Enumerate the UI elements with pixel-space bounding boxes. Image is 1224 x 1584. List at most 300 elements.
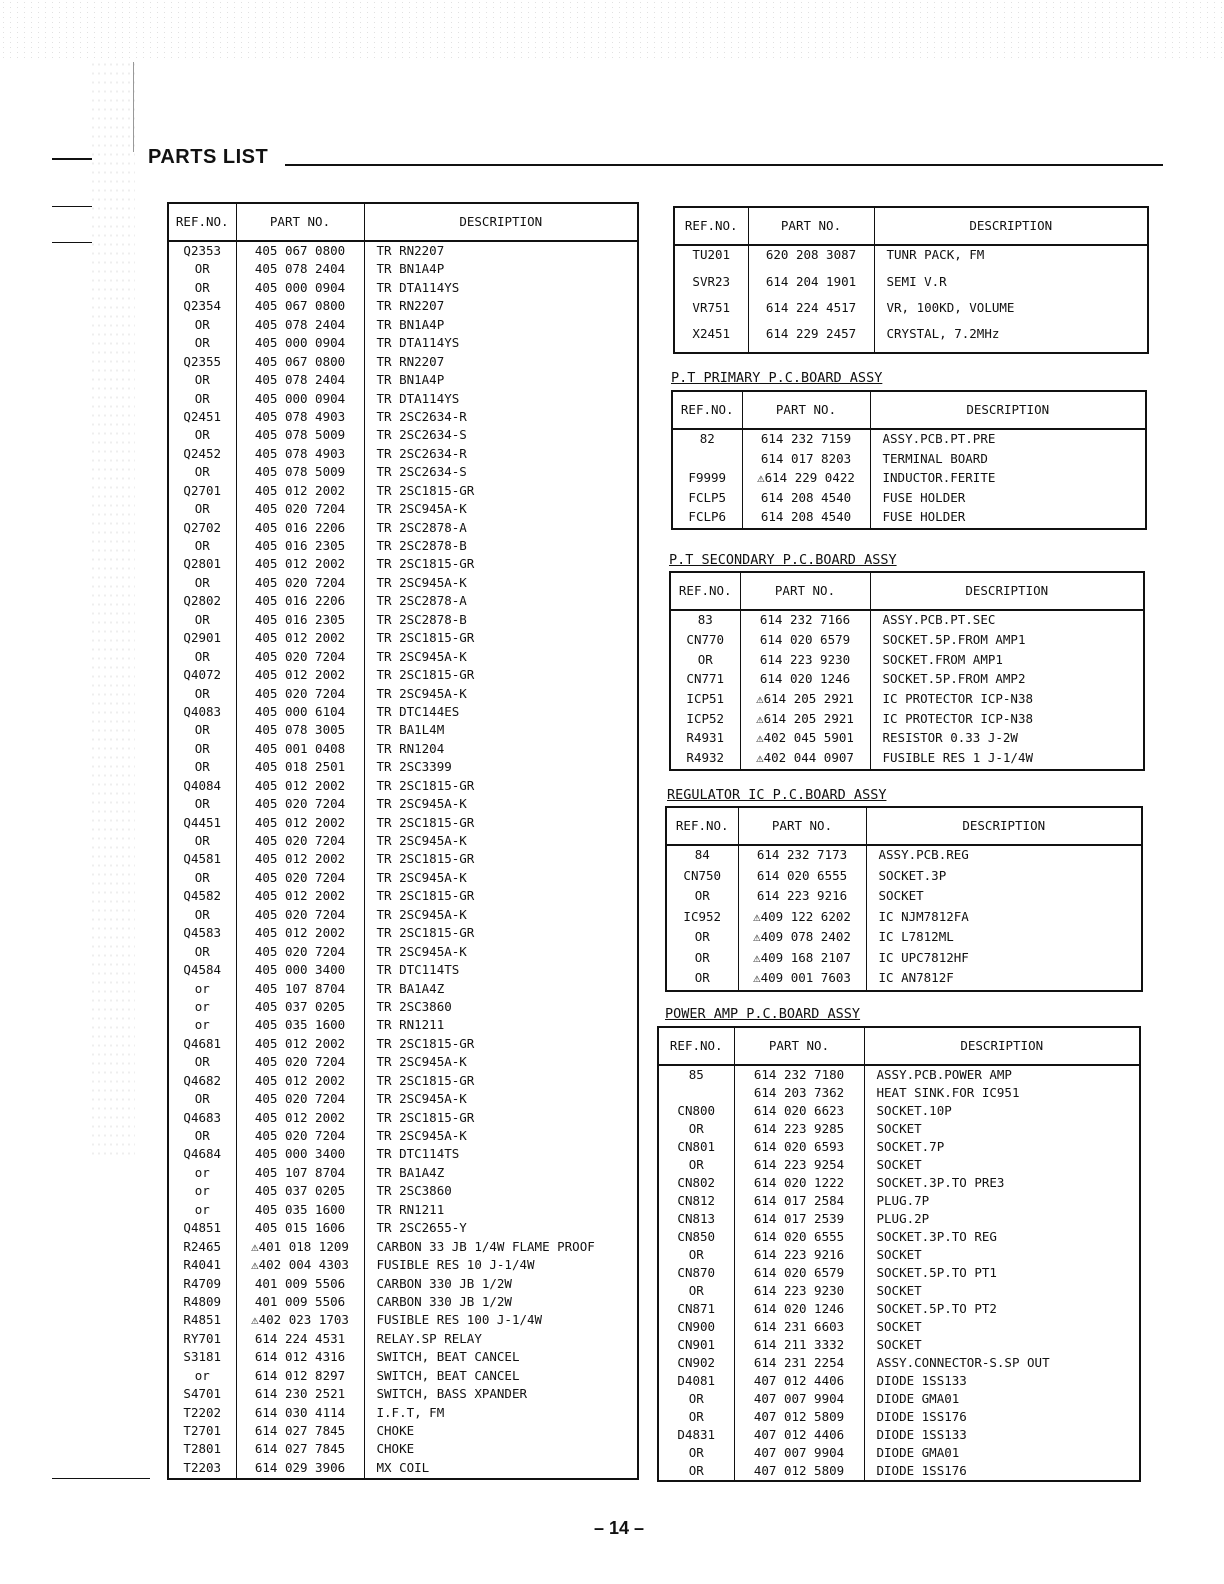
table-row — [666, 908, 1142, 929]
table-row — [168, 629, 638, 647]
description-cell: SOCKET — [876, 1337, 922, 1352]
ref-no-cell: Q2802 — [168, 592, 236, 610]
ref-no-cell: Q4072 — [168, 666, 236, 684]
table-row — [658, 1264, 1140, 1282]
part-no-cell: 407 007 9904 — [734, 1444, 864, 1462]
part-no-cell: 405 067 0800 — [236, 241, 364, 260]
ref-no-cell: Q2355 — [168, 353, 236, 371]
description-cell: FUSE HOLDER — [882, 509, 966, 525]
power-amp-table — [657, 1026, 1141, 1482]
part-no-cell: 405 037 0205 — [236, 1182, 364, 1200]
part-no-cell: 407 012 5809 — [734, 1462, 864, 1480]
table-row — [168, 1385, 638, 1403]
ref-no-cell: Q2702 — [168, 519, 236, 537]
filler-cell — [740, 769, 870, 770]
description-cell: CHOKE — [376, 1423, 415, 1439]
description-cell: DIODE GMA01 — [876, 1391, 960, 1406]
pt-primary-title: P.T PRIMARY P.C.BOARD ASSY — [671, 370, 883, 386]
table-row — [670, 631, 1144, 651]
description-cell: FUSE HOLDER — [882, 489, 966, 505]
ref-no-cell: OR — [666, 887, 738, 908]
table-row — [670, 749, 1144, 769]
description-cell: TR 2SC945A-K — [376, 833, 467, 849]
description-cell: TR 2SC945A-K — [376, 1091, 467, 1107]
table-row — [168, 592, 638, 610]
filler-cell — [236, 1477, 364, 1479]
table-row — [658, 1120, 1140, 1138]
ref-no-cell: 82 — [672, 429, 742, 450]
filler-cell — [870, 528, 1146, 529]
table-row — [658, 1390, 1140, 1408]
filler-cell — [658, 1480, 734, 1481]
description-header: DESCRIPTION — [870, 572, 1144, 610]
description-cell: TR BN1A4P — [376, 261, 445, 277]
ref-no-cell: IC952 — [666, 908, 738, 929]
description-cell: RESISTOR 0.33 J-2W — [882, 730, 1018, 746]
ref-no-cell: or — [168, 980, 236, 998]
table-row — [168, 371, 638, 389]
part-no-cell: 401 009 5506 — [236, 1293, 364, 1311]
description-cell: TR 2SC945A-K — [376, 1128, 467, 1144]
part-no-header: PART NO. — [236, 203, 364, 241]
part-no-cell: 614 232 7173 — [738, 845, 866, 867]
part-no-cell: 614 223 9285 — [734, 1120, 864, 1138]
description-cell: HEAT SINK.FOR IC951 — [876, 1085, 1020, 1100]
filler-cell — [670, 769, 740, 770]
ref-no-cell: Q4584 — [168, 961, 236, 979]
description-cell: TR DTA114YS — [376, 390, 460, 406]
page-number: – 14 – — [594, 1518, 645, 1538]
description-cell: TR 2SC3860 — [376, 1183, 452, 1199]
ref-no-cell: OR — [658, 1120, 734, 1138]
description-cell: TR RN1211 — [376, 1201, 445, 1217]
page-title: PARTS LIST — [148, 146, 269, 168]
table-row — [168, 740, 638, 758]
table-header-row — [168, 203, 638, 241]
description-cell: TR 2SC2634-S — [376, 427, 467, 443]
table-row — [168, 1053, 638, 1071]
table-header-row — [670, 572, 1144, 610]
pt-secondary-title: P.T SECONDARY P.C.BOARD ASSY — [669, 552, 897, 568]
part-no-cell: 405 067 0800 — [236, 297, 364, 315]
part-no-cell: 405 016 2305 — [236, 537, 364, 555]
description-cell: DIODE 1SS176 — [876, 1463, 967, 1478]
part-no-cell: 407 012 5809 — [734, 1408, 864, 1426]
table-row — [168, 703, 638, 721]
description-cell: SWITCH, BEAT CANCEL — [376, 1349, 520, 1365]
part-no-cell: 405 020 7204 — [236, 869, 364, 887]
ref-no-cell: R4932 — [670, 749, 740, 769]
table-row — [658, 1426, 1140, 1444]
ref-no-cell: R4931 — [670, 729, 740, 749]
ref-no-header: REF.NO. — [674, 207, 748, 245]
table-row — [658, 1174, 1140, 1192]
description-cell: TR 2SC3399 — [376, 759, 452, 775]
ref-no-cell: OR — [168, 721, 236, 739]
description-cell: ASSY.PCB.REG — [878, 847, 969, 862]
part-no-cell: 405 078 5009 — [236, 463, 364, 481]
table-row — [666, 928, 1142, 949]
ref-no-cell: SVR23 — [674, 273, 748, 299]
description-cell: TR 2SC945A-K — [376, 796, 467, 812]
ref-no-cell: TU201 — [674, 245, 748, 273]
part-no-cell: 405 037 0205 — [236, 998, 364, 1016]
ref-no-cell: D4831 — [658, 1426, 734, 1444]
table-row — [658, 1444, 1140, 1462]
left-margin-mark — [52, 206, 92, 207]
table-row — [168, 961, 638, 979]
table-header-row — [672, 391, 1146, 429]
ref-no-cell: CN770 — [670, 631, 740, 651]
part-no-cell: 405 035 1600 — [236, 1016, 364, 1034]
ref-no-cell: or — [168, 1201, 236, 1219]
ref-no-cell: or — [168, 1164, 236, 1182]
part-no-cell: 614 223 9254 — [734, 1156, 864, 1174]
part-no-header: PART NO. — [748, 207, 874, 245]
part-no-cell: 405 107 8704 — [236, 1164, 364, 1182]
description-cell: SOCKET.3P — [878, 867, 947, 883]
part-no-cell: 405 012 2002 — [236, 850, 364, 868]
table-row — [658, 1318, 1140, 1336]
description-cell: SWITCH, BEAT CANCEL — [376, 1367, 520, 1383]
part-no-cell: 614 223 9216 — [738, 887, 866, 908]
description-cell: FUSIBLE RES 1 J-1/4W — [882, 750, 1034, 766]
part-no-cell: 405 015 1606 — [236, 1219, 364, 1237]
title-rule — [285, 164, 1163, 166]
part-no-cell: 614 030 4114 — [236, 1404, 364, 1422]
description-cell: CRYSTAL, 7.2MHz — [886, 326, 1000, 342]
description-cell: TR 2SC1815-GR — [376, 814, 475, 830]
part-no-cell: 614 203 7362 — [734, 1084, 864, 1102]
part-no-cell: 614 232 7159 — [742, 429, 870, 450]
part-no-cell: 614 231 6603 — [734, 1318, 864, 1336]
description-cell: TR BN1A4P — [376, 372, 445, 388]
part-no-cell: 614 020 6579 — [740, 631, 870, 651]
part-no-cell: 405 012 2002 — [236, 482, 364, 500]
part-no-cell: ⚠614 229 0422 — [742, 469, 870, 489]
table-row — [672, 489, 1146, 509]
ref-no-cell: OR — [168, 500, 236, 518]
table-row — [674, 245, 1148, 273]
description-cell: ASSY.PCB.POWER AMP — [876, 1067, 1012, 1082]
table-row — [168, 241, 638, 260]
part-no-header: PART NO. — [738, 807, 866, 845]
ref-no-cell: S3181 — [168, 1348, 236, 1366]
table-row — [658, 1138, 1140, 1156]
table-row — [168, 1311, 638, 1329]
ref-no-cell: 83 — [670, 610, 740, 631]
ref-no-cell: OR — [168, 869, 236, 887]
ref-no-cell: OR — [168, 279, 236, 297]
part-no-header: PART NO. — [740, 572, 870, 610]
table-row — [168, 924, 638, 942]
table-row — [670, 710, 1144, 730]
table-row — [168, 279, 638, 297]
description-cell: SOCKET — [876, 1247, 922, 1262]
description-cell: TR 2SC1815-GR — [376, 556, 475, 572]
ref-no-cell: Q4681 — [168, 1035, 236, 1053]
description-cell: DIODE 1SS133 — [876, 1427, 967, 1442]
table-row — [168, 611, 638, 629]
part-no-cell: 405 078 4903 — [236, 408, 364, 426]
part-no-cell: 405 000 0904 — [236, 279, 364, 297]
ref-no-cell: Q2452 — [168, 445, 236, 463]
table-row — [168, 1256, 638, 1274]
part-no-cell: 405 020 7204 — [236, 1127, 364, 1145]
table-row — [168, 1164, 638, 1182]
table-row — [168, 426, 638, 444]
part-no-cell: ⚠402 023 1703 — [236, 1311, 364, 1329]
filler-cell — [738, 990, 866, 991]
description-cell: PLUG.2P — [876, 1211, 930, 1226]
table-row — [168, 666, 638, 684]
description-cell: TR 2SC1815-GR — [376, 1035, 475, 1051]
table-row — [168, 648, 638, 666]
description-cell: TR BN1A4P — [376, 316, 445, 332]
description-cell: SWITCH, BASS XPANDER — [376, 1386, 528, 1402]
ref-no-cell: OR — [658, 1282, 734, 1300]
table-row — [168, 1330, 638, 1348]
table-row — [658, 1102, 1140, 1120]
ref-no-cell: R4809 — [168, 1293, 236, 1311]
part-no-cell: ⚠402 045 5901 — [740, 729, 870, 749]
ref-no-cell: OR — [168, 1053, 236, 1071]
ref-no-cell: Q2353 — [168, 241, 236, 260]
description-cell: SOCKET — [876, 1157, 922, 1172]
description-cell: IC L7812ML — [878, 929, 954, 945]
table-row — [168, 1145, 638, 1163]
part-no-cell: 405 016 2305 — [236, 611, 364, 629]
table-row — [168, 1035, 638, 1053]
ref-no-cell: OR — [658, 1444, 734, 1462]
part-no-cell: 614 232 7166 — [740, 610, 870, 631]
table-row — [168, 721, 638, 739]
pt-primary-table — [671, 390, 1147, 530]
table-row — [674, 325, 1148, 351]
table-row — [666, 845, 1142, 867]
ref-no-cell: D4081 — [658, 1372, 734, 1390]
description-cell: TR DTA114YS — [376, 335, 460, 351]
ref-no-cell: OR — [168, 574, 236, 592]
ref-no-cell: CN871 — [658, 1300, 734, 1318]
part-no-cell: 407 012 4406 — [734, 1426, 864, 1444]
description-cell: CHOKE — [376, 1441, 415, 1457]
part-no-cell: 405 016 2206 — [236, 592, 364, 610]
table-row — [168, 482, 638, 500]
part-no-cell: 405 012 2002 — [236, 814, 364, 832]
description-cell: TR BA1A4Z — [376, 1164, 445, 1180]
description-cell: TERMINAL BOARD — [882, 450, 988, 466]
part-no-cell: 405 000 3400 — [236, 961, 364, 979]
table-row — [658, 1372, 1140, 1390]
table-row — [168, 1459, 638, 1477]
part-no-cell: 614 017 2584 — [734, 1192, 864, 1210]
table-row — [672, 469, 1146, 489]
table-row — [666, 867, 1142, 888]
power-amp-title: POWER AMP P.C.BOARD ASSY — [665, 1006, 861, 1022]
ref-no-cell: OR — [168, 832, 236, 850]
description-cell: TR 2SC945A-K — [376, 685, 467, 701]
table-row — [658, 1192, 1140, 1210]
part-no-cell: 405 107 8704 — [236, 980, 364, 998]
table-row — [168, 1440, 638, 1458]
ref-no-cell: OR — [168, 316, 236, 334]
description-cell: FUSIBLE RES 10 J-1/4W — [376, 1257, 535, 1273]
table-row — [658, 1065, 1140, 1084]
part-no-cell: ⚠409 122 6202 — [738, 908, 866, 929]
part-no-cell: 405 000 6104 — [236, 703, 364, 721]
part-no-cell: ⚠614 205 2921 — [740, 690, 870, 710]
description-cell: CARBON 330 JB 1/2W — [376, 1275, 512, 1291]
description-cell: SEMI V.R — [886, 273, 947, 289]
description-cell: SOCKET — [876, 1121, 922, 1136]
part-no-cell: 405 012 2002 — [236, 1072, 364, 1090]
ref-no-cell: OR — [168, 740, 236, 758]
part-no-cell: 405 018 2501 — [236, 758, 364, 776]
description-cell: TR 2SC2634-S — [376, 464, 467, 480]
ref-no-cell: OR — [658, 1408, 734, 1426]
description-header: DESCRIPTION — [870, 391, 1146, 429]
table-row — [168, 980, 638, 998]
description-cell: SOCKET.10P — [876, 1103, 952, 1118]
part-no-cell: 614 224 4517 — [748, 299, 874, 325]
table-header-row — [658, 1027, 1140, 1065]
ref-no-cell: OR — [666, 928, 738, 949]
ref-no-cell: Q4083 — [168, 703, 236, 721]
description-cell: TR BA1L4M — [376, 722, 445, 738]
description-cell: TR BA1A4Z — [376, 980, 445, 996]
description-cell: TUNR PACK, FM — [886, 247, 985, 262]
ref-no-cell: Q2801 — [168, 555, 236, 573]
description-cell: TR 2SC1815-GR — [376, 888, 475, 904]
description-cell: TR 2SC945A-K — [376, 906, 467, 922]
part-no-cell: 614 012 4316 — [236, 1348, 364, 1366]
ref-no-header: REF.NO. — [670, 572, 740, 610]
description-cell: IC UPC7812HF — [878, 949, 969, 965]
part-no-cell: 405 012 2002 — [236, 887, 364, 905]
ref-no-cell: Q2354 — [168, 297, 236, 315]
ref-no-cell: CN771 — [670, 670, 740, 690]
table-row — [658, 1156, 1140, 1174]
description-header: DESCRIPTION — [874, 207, 1148, 245]
description-cell: TR 2SC3860 — [376, 998, 452, 1014]
main-parts-table — [167, 202, 639, 1480]
description-cell: TR 2SC945A-K — [376, 648, 467, 664]
part-no-cell: 405 012 2002 — [236, 666, 364, 684]
table-row — [168, 463, 638, 481]
description-cell: TR 2SC945A-K — [376, 1054, 467, 1070]
table-row — [658, 1300, 1140, 1318]
ref-no-cell: Q2901 — [168, 629, 236, 647]
description-cell: TR 2SC945A-K — [376, 943, 467, 959]
description-cell: IC PROTECTOR ICP-N38 — [882, 710, 1034, 726]
table-row — [168, 1367, 638, 1385]
table-row — [168, 408, 638, 426]
part-no-cell: 405 020 7204 — [236, 1090, 364, 1108]
filler-cell — [674, 352, 748, 353]
part-no-cell: 407 007 9904 — [734, 1390, 864, 1408]
table-row — [168, 1090, 638, 1108]
description-cell: TR 2SC2634-R — [376, 445, 467, 461]
description-cell: ASSY.CONNECTOR-S.SP OUT — [876, 1355, 1050, 1370]
table-row — [168, 814, 638, 832]
part-no-cell: 405 078 5009 — [236, 426, 364, 444]
left-margin-dash — [52, 158, 92, 160]
ref-no-cell: FCLP6 — [672, 508, 742, 528]
table-row — [168, 1275, 638, 1293]
description-cell: TR 2SC2655-Y — [376, 1220, 467, 1236]
description-header: DESCRIPTION — [364, 203, 638, 241]
part-no-cell: 620 208 3087 — [748, 245, 874, 273]
part-no-cell: 405 078 2404 — [236, 371, 364, 389]
table-row — [670, 670, 1144, 690]
part-no-cell: 405 020 7204 — [236, 906, 364, 924]
description-cell: TR DTA114YS — [376, 279, 460, 295]
bottom-margin-line — [52, 1478, 150, 1479]
part-no-cell: 405 020 7204 — [236, 1053, 364, 1071]
ref-no-cell: CN812 — [658, 1192, 734, 1210]
description-cell: DIODE 1SS133 — [876, 1373, 967, 1388]
tuner-parts-table — [673, 206, 1149, 354]
part-no-cell: 405 035 1600 — [236, 1201, 364, 1219]
ref-no-cell: CN902 — [658, 1354, 734, 1372]
ref-no-cell: OR — [658, 1390, 734, 1408]
description-cell: SOCKET.3P.TO REG — [876, 1229, 997, 1244]
ref-no-cell: CN801 — [658, 1138, 734, 1156]
ref-no-cell: T2203 — [168, 1459, 236, 1477]
part-no-cell: 405 012 2002 — [236, 1035, 364, 1053]
part-no-cell: 614 208 4540 — [742, 489, 870, 509]
description-cell: TR 2SC1815-GR — [376, 482, 475, 498]
description-cell: SOCKET.FROM AMP1 — [882, 651, 1003, 667]
ref-no-cell: Q4851 — [168, 1219, 236, 1237]
scan-noise-top — [0, 0, 1224, 60]
filler-row — [666, 990, 1142, 991]
table-row — [168, 1422, 638, 1440]
description-cell: ASSY.PCB.PT.PRE — [882, 431, 996, 446]
part-no-cell: 614 230 2521 — [236, 1385, 364, 1403]
part-no-cell: ⚠409 078 2402 — [738, 928, 866, 949]
part-no-cell: 614 224 4531 — [236, 1330, 364, 1348]
part-no-cell: ⚠409 001 7603 — [738, 969, 866, 990]
description-cell: TR 2SC1815-GR — [376, 667, 475, 683]
part-no-cell: 405 020 7204 — [236, 574, 364, 592]
part-no-cell: 614 020 1246 — [740, 670, 870, 690]
part-no-cell: 614 232 7180 — [734, 1065, 864, 1084]
description-cell: TR RN2207 — [376, 353, 445, 369]
ref-no-cell: OR — [168, 795, 236, 813]
ref-no-cell: Q4084 — [168, 777, 236, 795]
description-cell: TR RN1211 — [376, 1017, 445, 1033]
filler-cell — [866, 990, 1142, 991]
ref-no-cell: ICP51 — [670, 690, 740, 710]
table-row — [666, 949, 1142, 970]
filler-cell — [364, 1477, 638, 1479]
table-row — [168, 777, 638, 795]
ref-no-cell: CN850 — [658, 1228, 734, 1246]
part-no-cell: 614 211 3332 — [734, 1336, 864, 1354]
part-no-cell: 405 078 2404 — [236, 260, 364, 278]
description-cell: TR 2SC2878-B — [376, 538, 467, 554]
description-cell: TR RN2207 — [376, 298, 445, 314]
description-cell: PLUG.7P — [876, 1193, 930, 1208]
ref-no-cell: Q4683 — [168, 1109, 236, 1127]
filler-row — [674, 352, 1148, 353]
part-no-cell: 405 001 0408 — [236, 740, 364, 758]
ref-no-cell: OR — [168, 371, 236, 389]
ref-no-cell: RY701 — [168, 1330, 236, 1348]
ref-no-cell: CN800 — [658, 1102, 734, 1120]
